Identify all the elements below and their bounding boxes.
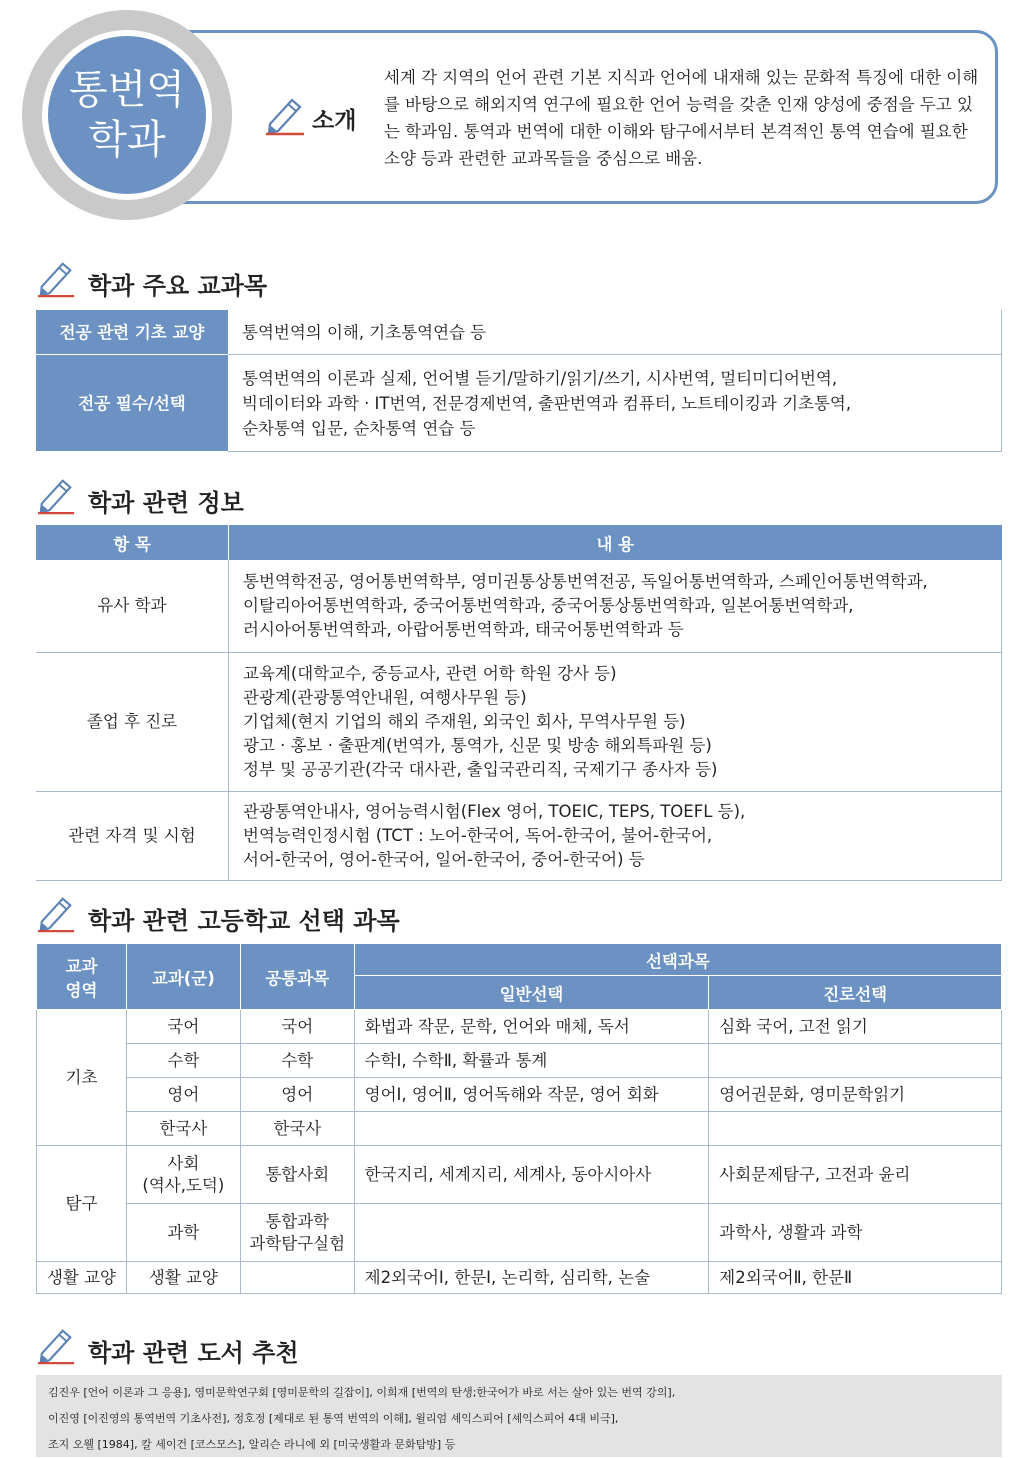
pencil-icon	[264, 94, 308, 136]
header-item: 항 목	[36, 525, 229, 560]
content-line: 관광통역안내사, 영어능력시험(Flex 영어, TOEIC, TEPS, TOEFL 등),	[243, 802, 746, 821]
group-cell: 국어	[126, 1010, 240, 1044]
row-label: 전공 관련 기초 교양	[36, 310, 228, 355]
career-cell: 과학사, 생활과 과학	[709, 1204, 1002, 1262]
common-line: 통합과학	[265, 1211, 330, 1231]
header-career: 진로선택	[709, 976, 1002, 1010]
section-title-main-courses: 학과 주요 교과목	[88, 272, 267, 300]
content-line: 광고 · 홍보 · 출판계(번역가, 통역가, 신문 및 방송 해외특파원 등)	[243, 736, 712, 755]
common-cell	[240, 1204, 354, 1262]
common-line: 과학탐구실험	[249, 1233, 346, 1253]
pencil-icon	[36, 475, 78, 515]
content-line: 통역번역의 이해, 기초통역연습 등	[242, 322, 487, 342]
career-cell: 사회문제탐구, 고전과 윤리	[709, 1146, 1002, 1204]
general-cell: 영어Ⅰ, 영어Ⅱ, 영어독해와 작문, 영어 회화	[354, 1078, 709, 1112]
table-row	[37, 1146, 1002, 1204]
table-row	[36, 792, 1002, 881]
group-line: 사회	[167, 1153, 200, 1173]
general-cell: 한국지리, 세계지리, 세계사, 동아시아사	[354, 1146, 709, 1204]
group-line: (역사,도덕)	[142, 1175, 225, 1195]
intro-text: 세계 각 지역의 언어 관련 기본 지식과 언어에 내재해 있는 문화적 특징에 대한 이해를 바탕으로 해외지역 연구에 필요한 언어 능력을 갖춘 인재 양성에 중점을 두고 있는 학과임. 통역과 번역에 대한 이해와 탐구에서부터 본격적인 통역 연습에 필요한 소양 등과 관련한 교과목들을 중심으로 배움.	[384, 68, 979, 168]
book-line: 김진우 [언어 이론과 그 응용], 영미문학연구회 [영미문학의 길잡이], 이희재 [번역의 탄생;한국어가 바로 서는 살아 있는 번역 강의],	[48, 1386, 676, 1399]
content-line: 교육계(대학교수, 중등교사, 관련 어학 학원 강사 등)	[243, 664, 617, 683]
table-row	[36, 310, 1002, 355]
table-row	[37, 1204, 1002, 1262]
dept-title-line2: 학과	[88, 117, 166, 163]
general-cell	[354, 1112, 709, 1146]
row-label: 전공 필수/선택	[36, 355, 228, 452]
career-cell	[709, 1112, 1002, 1146]
area-cell: 기초	[37, 1010, 127, 1146]
header-group: 교과(군)	[126, 944, 240, 1010]
book-line: 이진영 [이진영의 통역번역 기초사전], 정호정 [제대로 된 통역 번역의 이해], 윌리엄 셰익스피어 [셰익스피어 4대 비극],	[48, 1412, 619, 1425]
common-cell: 통합사회	[240, 1146, 354, 1204]
content-line: 통번역학전공, 영어통번역학부, 영미권통상통번역전공, 독일어통번역학과, 스페인어통번역학과,	[243, 572, 928, 591]
book-recommendations	[36, 1375, 1002, 1457]
content-line: 이탈리아어통번역학과, 중국어통번역학과, 중국어통상통번역학과, 일본어통번역학과,	[243, 596, 854, 615]
table-header-row	[36, 525, 1002, 560]
area-cell: 탐구	[37, 1146, 127, 1262]
table-row	[37, 1112, 1002, 1146]
content-line: 순차통역 입문, 순차통역 연습 등	[242, 418, 476, 438]
group-cell: 한국사	[126, 1112, 240, 1146]
row-label: 졸업 후 진로	[36, 653, 229, 792]
content-line: 정부 및 공공기관(각국 대사관, 출입국관리직, 국제기구 종사자 등)	[243, 760, 718, 779]
header-general: 일반선택	[354, 976, 709, 1010]
content-line: 통역번역의 이론과 실제, 언어별 듣기/말하기/읽기/쓰기, 시사번역, 멀티미디어번역,	[242, 368, 838, 388]
table-row	[37, 1010, 1002, 1044]
content-line: 러시아어통번역학과, 아랍어통번역학과, 태국어통번역학과 등	[243, 620, 684, 639]
table-row	[37, 1044, 1002, 1078]
header-elective: 선택과목	[354, 944, 1001, 976]
content-line: 기업체(현지 기업의 해외 주재원, 외국인 회사, 무역사무원 등)	[243, 712, 686, 731]
book-line: 조지 오웰 [1984], 칼 세이건 [코스모스], 알리슨 라니에 외 [미국생활과 문화탐방] 등	[48, 1438, 456, 1451]
row-content	[229, 560, 1002, 653]
related-info-table	[36, 525, 1002, 881]
group-cell: 생활 교양	[126, 1262, 240, 1294]
content-line: 빅데이터와 과학 · IT번역, 전문경제번역, 출판번역과 컴퓨터, 노트테이킹과 기초통역,	[242, 393, 852, 413]
header-common: 공통과목	[240, 944, 354, 1010]
career-cell: 심화 국어, 고전 읽기	[709, 1010, 1002, 1044]
row-content	[229, 792, 1002, 881]
intro-label: 소개	[312, 108, 357, 134]
area-cell: 생활 교양	[37, 1262, 127, 1294]
row-content	[228, 355, 1002, 452]
hs-subjects-table	[36, 943, 1002, 1294]
main-courses-table	[36, 310, 1002, 452]
table-row	[36, 653, 1002, 792]
table-header-row	[37, 944, 1002, 976]
header-area-line: 교과	[65, 956, 98, 976]
career-cell	[709, 1044, 1002, 1078]
header-area-line: 영역	[65, 980, 98, 1000]
section-title-books: 학과 관련 도서 추천	[88, 1339, 299, 1367]
table-row	[37, 1262, 1002, 1294]
header-content: 내 용	[229, 525, 1002, 560]
common-cell: 영어	[240, 1078, 354, 1112]
section-title-related-info: 학과 관련 정보	[88, 489, 244, 517]
dept-title-badge	[48, 36, 206, 194]
dept-title-line1: 통번역	[69, 67, 185, 113]
content-line: 번역능력인정시험 (TCT : 노어-한국어, 독어-한국어, 불어-한국어,	[243, 826, 713, 845]
header-area	[37, 944, 127, 1010]
pencil-icon	[36, 1325, 78, 1365]
group-cell: 영어	[126, 1078, 240, 1112]
group-cell	[126, 1146, 240, 1204]
table-row	[36, 355, 1002, 452]
table-row	[36, 560, 1002, 653]
pencil-icon	[36, 893, 78, 933]
common-cell	[240, 1262, 354, 1294]
row-content	[229, 653, 1002, 792]
pencil-icon	[36, 258, 78, 298]
general-cell: 수학Ⅰ, 수학Ⅱ, 확률과 통계	[354, 1044, 709, 1078]
table-row	[37, 1078, 1002, 1112]
group-cell: 수학	[126, 1044, 240, 1078]
common-cell: 수학	[240, 1044, 354, 1078]
career-cell: 제2외국어Ⅱ, 한문Ⅱ	[709, 1262, 1002, 1294]
row-content	[228, 310, 1002, 355]
career-cell: 영어권문화, 영미문학읽기	[709, 1078, 1002, 1112]
section-title-hs-subjects: 학과 관련 고등학교 선택 과목	[88, 907, 400, 935]
content-line: 관광계(관광통역안내원, 여행사무원 등)	[243, 688, 527, 707]
general-cell: 화법과 작문, 문학, 언어와 매체, 독서	[354, 1010, 709, 1044]
group-cell: 과학	[126, 1204, 240, 1262]
row-label: 관련 자격 및 시험	[36, 792, 229, 881]
common-cell: 국어	[240, 1010, 354, 1044]
general-cell: 제2외국어Ⅰ, 한문Ⅰ, 논리학, 심리학, 논술	[354, 1262, 709, 1294]
content-line: 서어-한국어, 영어-한국어, 일어-한국어, 중어-한국어) 등	[243, 850, 645, 869]
common-cell: 한국사	[240, 1112, 354, 1146]
row-label: 유사 학과	[36, 560, 229, 653]
general-cell	[354, 1204, 709, 1262]
